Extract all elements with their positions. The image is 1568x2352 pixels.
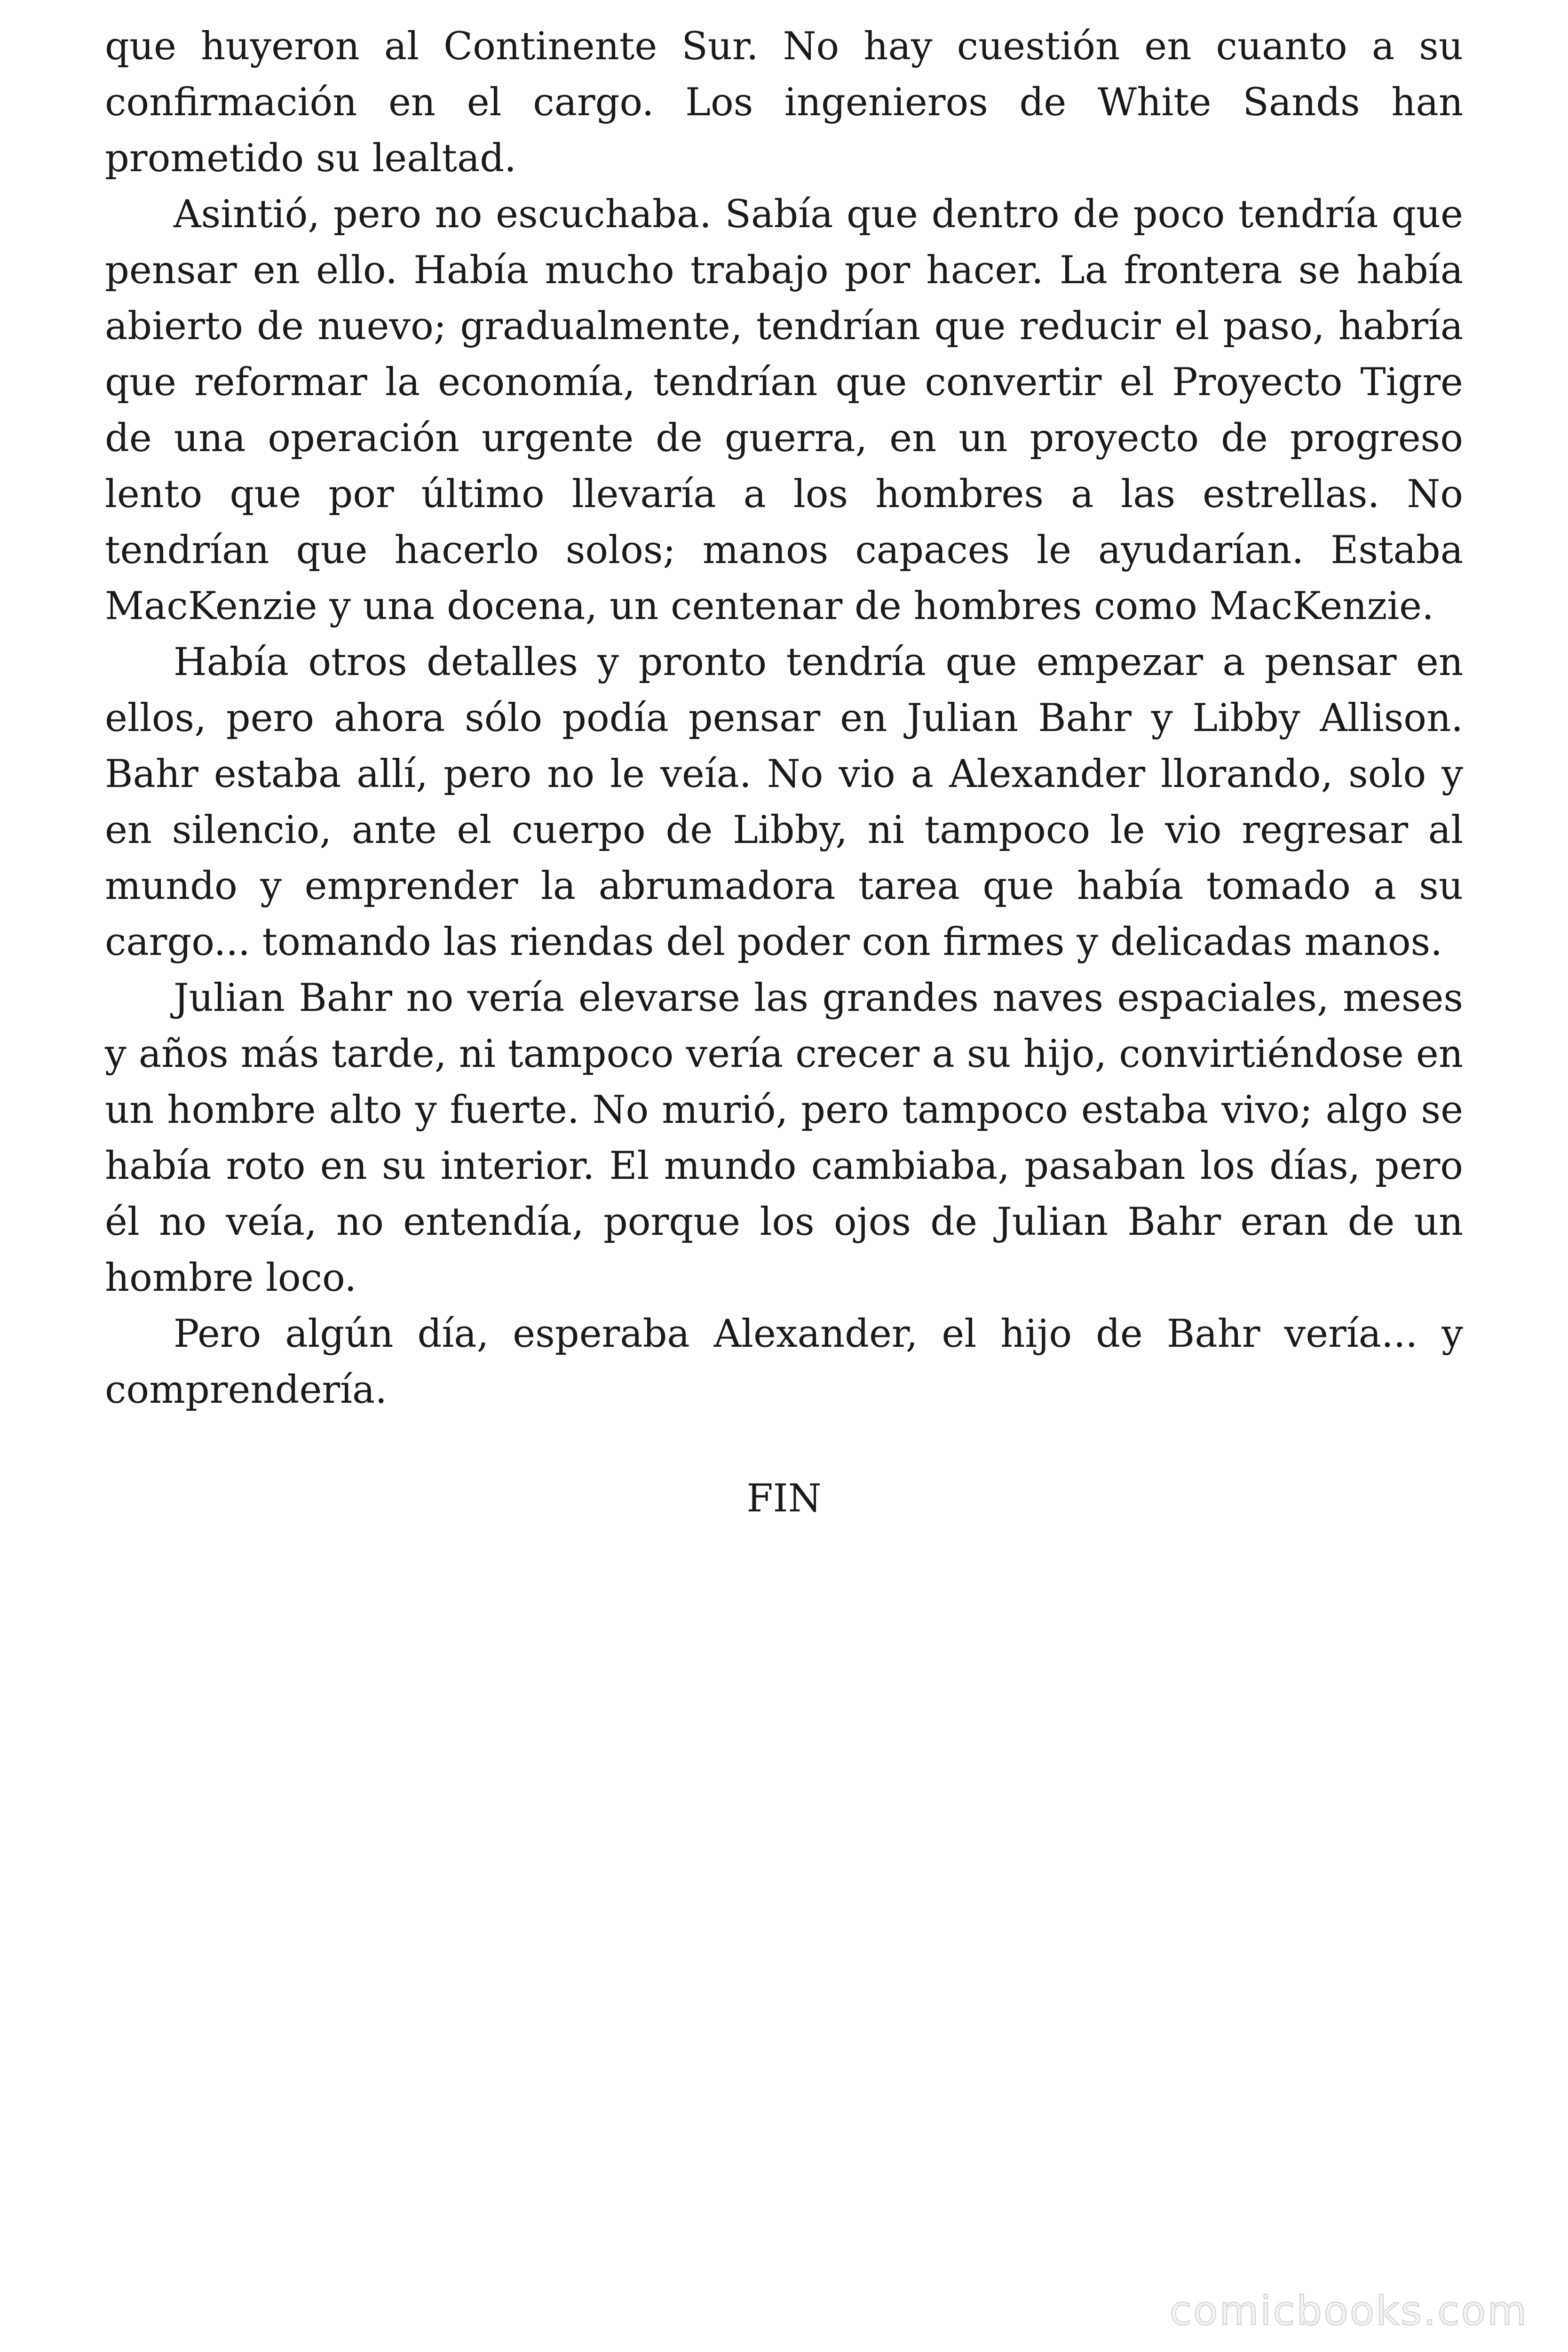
paragraph: Pero algún día, esperaba Alexander, el hijo de Bahr vería... y comprendería. (105, 1312, 1463, 1412)
ending-label: FIN (746, 1477, 822, 1521)
paragraph: Julian Bahr no vería elevarse las grandes naves espaciales, meses y años más tarde, ni tampoco vería crecer a su hijo, convirtiéndose en un hombre alto y fuerte. No murió, pero tampoco estaba vivo; algo se había roto en su interior. El mundo cambiaba, pasaban los días, pero él no veía, no entendía, porque los ojos de Julian Bahr eran de un hombre loco. (105, 976, 1463, 1300)
paragraph: Asintió, pero no escuchaba. Sabía que dentro de poco tendría que pensar en ello. Había mucho trabajo por hacer. La frontera se había abierto de nuevo; gradualmente, tendrían que reducir el paso, habría que reformar la economía, tendrían que convertir el Proyecto Tigre de una operación urgente de guerra, en un proyecto de progreso lento que por último llevaría a los hombres a las estrellas. No tendrían que hacerlo solos; manos capaces le ayudarían. Estaba MacKenzie y una docena, un centenar de hombres como MacKenzie. (105, 192, 1463, 628)
book-page (105, 19, 1463, 1527)
paragraph-continuation: que huyeron al Continente Sur. No hay cuestión en cuanto a su confirmación en el cargo. Los ingenieros de White Sands han prometido su lealtad. (105, 24, 1463, 181)
paragraph: Había otros detalles y pronto tendría que empezar a pensar en ellos, pero ahora sólo podía pensar en Julian Bahr y Libby Allison. Bahr estaba allí, pero no le veía. No vio a Alexander llorando, solo y en silencio, ante el cuerpo de Libby, ni tampoco le vio regresar al mundo y emprender la abrumadora tarea que había tomado a su cargo... tomando las riendas del poder con firmes y delicadas manos. (105, 640, 1463, 964)
watermark: comicbooks.com (1169, 2288, 1528, 2335)
